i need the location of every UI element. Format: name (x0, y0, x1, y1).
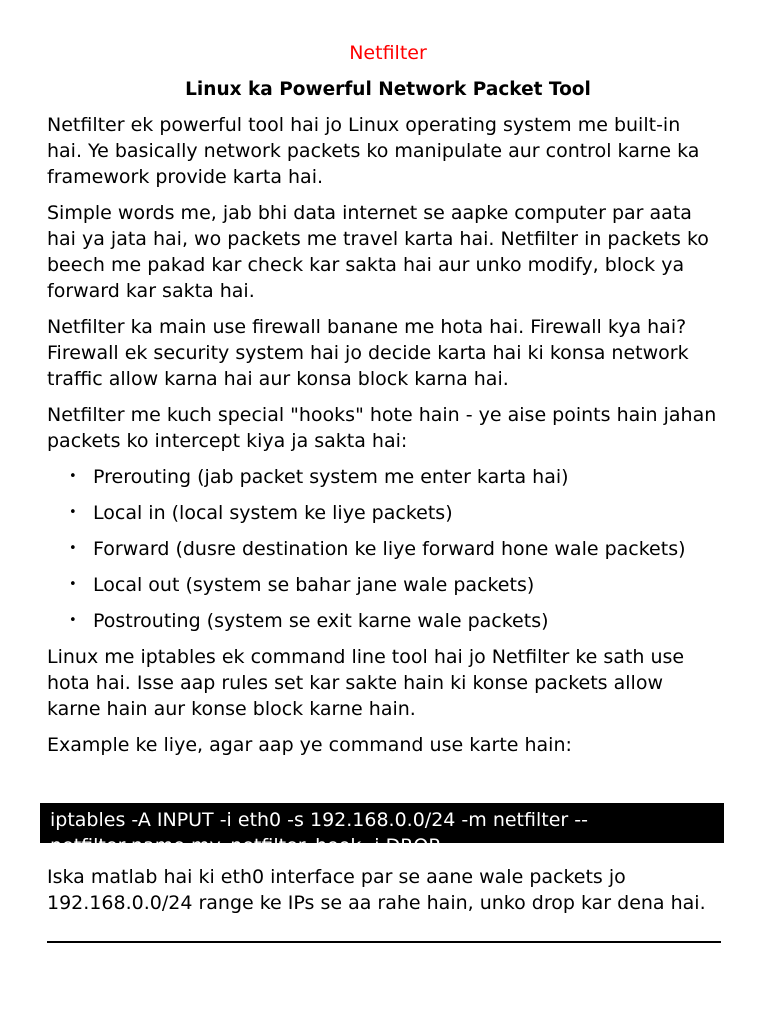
hooks-list (47, 464, 727, 634)
bullet-icon: • (69, 577, 77, 592)
list-item-text: Local out (system se bahar jane wale packets) (93, 574, 535, 596)
paragraph-example: Example ke liye, agar aap ye command use karte hain: (47, 734, 572, 756)
bullet-icon: • (69, 541, 77, 556)
paragraph-intro: Netfilter ek powerful tool hai jo Linux operating system me built-in hai. Ye basically network packets ko manipulate aur control karne ka framework provide karta hai. (47, 114, 700, 188)
document-title: Netfilter (349, 42, 427, 64)
code-line-2: netfilter-name my_netfilter_hook -j DROP (50, 835, 440, 857)
list-item-postrouting (47, 608, 727, 634)
list-item-text: Prerouting (jab packet system me enter karta hai) (93, 466, 569, 488)
paragraph-firewall: Netfilter ka main use firewall banane me hota hai. Firewall kya hai? Firewall ek security system hai jo decide karta hai ki konsa network traffic allow karna hai aur konsa block karna hai. (47, 316, 689, 390)
list-item-prerouting (47, 464, 727, 490)
paragraph-simple-words: Simple words me, jab bhi data internet se aapke computer par aata hai ya jata hai, wo packets me travel karta hai. Netfilter in packets ko beech me pakad kar check kar sakta hai aur unko modify, block ya forward kar sakta hai. (47, 202, 709, 302)
code-block (40, 803, 724, 857)
document-subtitle: Linux ka Powerful Network Packet Tool (185, 79, 591, 100)
list-item-text: Local in (local system ke liye packets) (93, 502, 453, 524)
horizontal-rule (47, 941, 721, 943)
list-item-text: Postrouting (system se exit karne wale packets) (93, 610, 549, 632)
explanation-section (47, 864, 727, 926)
paragraph-iptables: Linux me iptables ek command line tool hai jo Netfilter ke sath use hota hai. Isse aap rules set kar sakte hain ki konse packets allow karne hain aur konse block karne hain. (47, 646, 685, 720)
list-item-local-in (47, 500, 727, 526)
list-item-text: Forward (dusre destination ke liye forward hone wale packets) (93, 538, 686, 560)
list-item-local-out (47, 572, 727, 598)
bullet-icon: • (69, 469, 77, 484)
paragraph-explanation: Iska matlab hai ki eth0 interface par se aane wale packets jo 192.168.0.0/24 range ke IPs se aa rahe hain, unko drop kar dena hai. (47, 866, 706, 914)
code-line-1: iptables -A INPUT -i eth0 -s 192.168.0.0/24 -m netfilter -- (50, 809, 588, 831)
bullet-icon: • (69, 505, 77, 520)
paragraph-hooks-intro: Netfilter me kuch special "hooks" hote hain - ye aise points hain jahan packets ko intercept kiya ja sakta hai: (47, 404, 717, 452)
bullet-icon: • (69, 613, 77, 628)
list-item-forward (47, 536, 727, 562)
document-body (47, 40, 727, 768)
